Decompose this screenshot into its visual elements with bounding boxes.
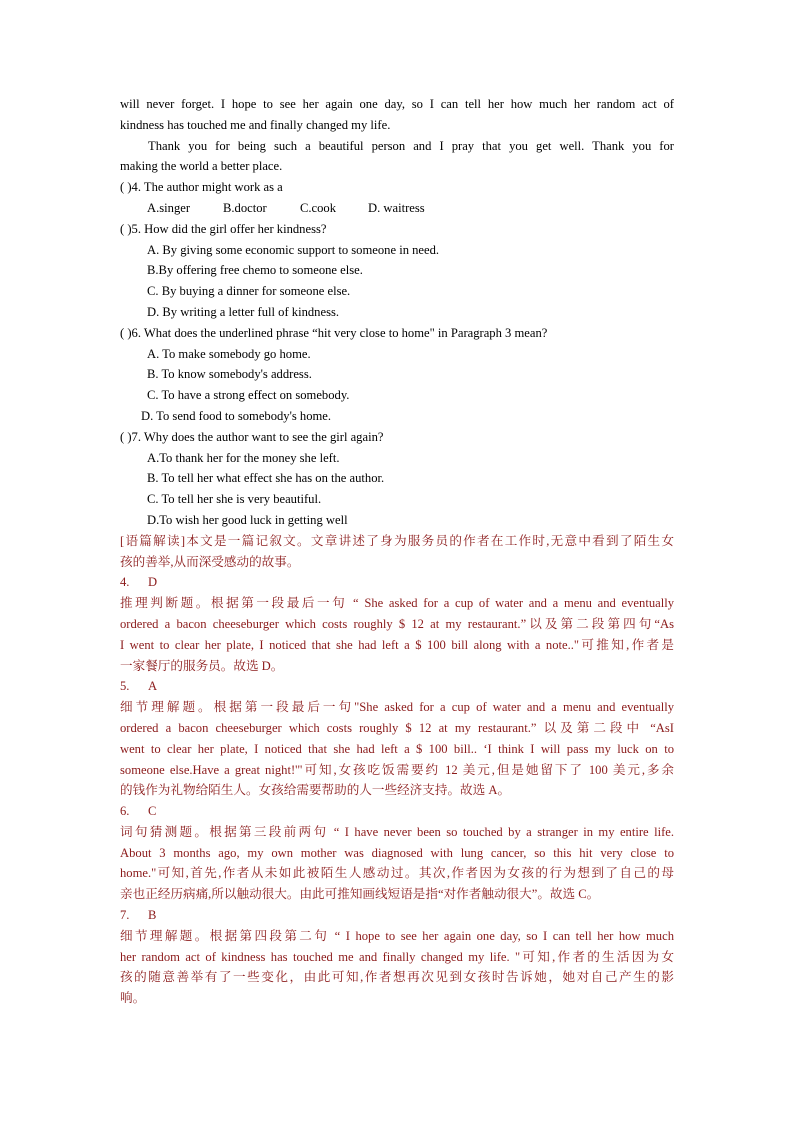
question-7 bbox=[120, 427, 674, 531]
option-c: C.cook bbox=[300, 200, 337, 215]
explanation-line: 孩的随意善举有了一些变化，由此可知,作者想再次见到女孩时告诉她，她对自己产生的影 bbox=[120, 970, 674, 985]
answer-5 bbox=[120, 676, 674, 801]
explanation-line: 细节理解题。根据第一段最后一句"She asked for a cup of water and a menu and eventually bbox=[120, 700, 674, 715]
passage-line: Thank you for being such a beautiful person and I pray that you get well. Thank you for bbox=[148, 138, 674, 153]
answer-6 bbox=[120, 801, 674, 905]
option-a: A.To thank her for the money she left. bbox=[147, 450, 340, 465]
answer-number: 5. bbox=[120, 679, 130, 694]
explanation-line: someone else.Have a great night!'"可知,女孩吃饭需要约 12 美元,但是她留下了 100 美元,多余 bbox=[120, 762, 674, 777]
answer-letter: C bbox=[148, 804, 157, 819]
explanation-line: 亲也正经历病痛,所以触动很大。由此可推知画线短语是指“对作者触动很大”。故选 C。 bbox=[120, 887, 600, 902]
answer-letter: A bbox=[148, 679, 158, 694]
explanation-line: ordered a bacon cheeseburger which costs roughly $ 12 at my restaurant.” 以及第二段中 “AsI bbox=[120, 720, 674, 735]
question-stem: ( )6. What does the underlined phrase “hit very close to home" in Paragraph 3 mean? bbox=[120, 325, 548, 340]
explanation-line: ordered a bacon cheeseburger which costs roughly $ 12 at my restaurant.”以及第二段第四句“As bbox=[120, 616, 674, 631]
option-b: B. To tell her what effect she has on the author. bbox=[147, 471, 385, 486]
document-page bbox=[120, 94, 674, 1009]
explanation-line: 的钱作为礼物给陌生人。女孩给需要帮助的人一些经济支持。故选 A。 bbox=[120, 783, 511, 798]
option-d: D.To wish her good luck in getting well bbox=[147, 512, 348, 527]
explanation-line: her random act of kindness has touched me and finally changed my life. "可知,作者的生活因为女 bbox=[120, 949, 674, 964]
explanation-line: I went to clear her plate, I noticed that she had left a $ 100 bill along with a note.."可推知,作者是 bbox=[120, 637, 674, 652]
question-options bbox=[120, 198, 674, 219]
option-d: D. By writing a letter full of kindness. bbox=[147, 304, 340, 319]
answer-letter: D bbox=[148, 575, 158, 590]
option-a: A. To make somebody go home. bbox=[147, 346, 311, 361]
option-c: C. By buying a dinner for someone else. bbox=[147, 284, 351, 299]
answer-key bbox=[120, 676, 674, 697]
option-c: C. To have a strong effect on somebody. bbox=[147, 388, 350, 403]
option-b: B. To know somebody's address. bbox=[147, 367, 312, 382]
option-a: A. By giving some economic support to someone in need. bbox=[147, 242, 440, 257]
passage-line: making the world a better place. bbox=[120, 159, 283, 174]
explanation-line: 细节理解题。根据第四段第二句 “ I hope to see her again one day, so I can tell her how much bbox=[120, 928, 674, 943]
question-stem: ( )7. Why does the author want to see the girl again? bbox=[120, 429, 384, 444]
option-d: D. waitress bbox=[368, 200, 425, 215]
option-d: D. To send food to somebody's home. bbox=[141, 408, 332, 423]
answer-4 bbox=[120, 572, 674, 676]
explanation-line: About 3 months ago, my own mother was diagnosed with lung cancer, so this hit very close to bbox=[120, 845, 674, 860]
explanation-line: 一家餐厅的服务员。故选 D。 bbox=[120, 658, 284, 673]
option-b: B.By offering free chemo to someone else. bbox=[147, 263, 363, 278]
question-stem: ( )5. How did the girl offer her kindness? bbox=[120, 221, 327, 236]
passage bbox=[120, 94, 674, 177]
passage-line: will never forget. I hope to see her again one day, so I can tell her how much her random act of bbox=[120, 97, 674, 111]
analysis-section bbox=[120, 531, 674, 1009]
explanation-line: went to clear her plate, I noticed that she had left a $ 100 bill.. ‘I think I will pass my luck on to bbox=[120, 741, 674, 756]
answer-7 bbox=[120, 905, 674, 1009]
explanation-line: 推理判断题。根据第一段最后一句 “ She asked for a cup of water and a menu and eventually bbox=[120, 596, 674, 611]
option-b: B.doctor bbox=[223, 200, 267, 215]
summary-line: [语篇解读]本文是一篇记叙文。文章讲述了身为服务员的作者在工作时,无意中看到了陌生女 bbox=[120, 533, 674, 548]
question-6 bbox=[120, 323, 674, 427]
answer-letter: B bbox=[148, 908, 157, 923]
answer-key bbox=[120, 905, 674, 926]
explanation-line: home."可知,首先,作者从未如此被陌生人感动过。其次,作者因为女孩的行为想到了自己的母 bbox=[120, 866, 674, 881]
option-a: A.singer bbox=[147, 200, 191, 215]
question-stem: ( )4. The author might work as a bbox=[120, 180, 283, 195]
explanation-line: 词句猜测题。根据第三段前两句 “ I have never been so touched by a stranger in my entire life. bbox=[120, 824, 674, 839]
answer-number: 4. bbox=[120, 575, 130, 590]
answer-key bbox=[120, 801, 674, 822]
answer-key bbox=[120, 572, 674, 593]
answer-number: 7. bbox=[120, 908, 130, 923]
question-4 bbox=[120, 177, 674, 219]
question-5 bbox=[120, 219, 674, 323]
passage-line: kindness has touched me and finally changed my life. bbox=[120, 117, 391, 132]
option-c: C. To tell her she is very beautiful. bbox=[147, 492, 322, 507]
answer-number: 6. bbox=[120, 804, 130, 819]
summary-line: 孩的善举,从而深受感动的故事。 bbox=[120, 554, 300, 569]
explanation-line: 响。 bbox=[120, 991, 146, 1006]
